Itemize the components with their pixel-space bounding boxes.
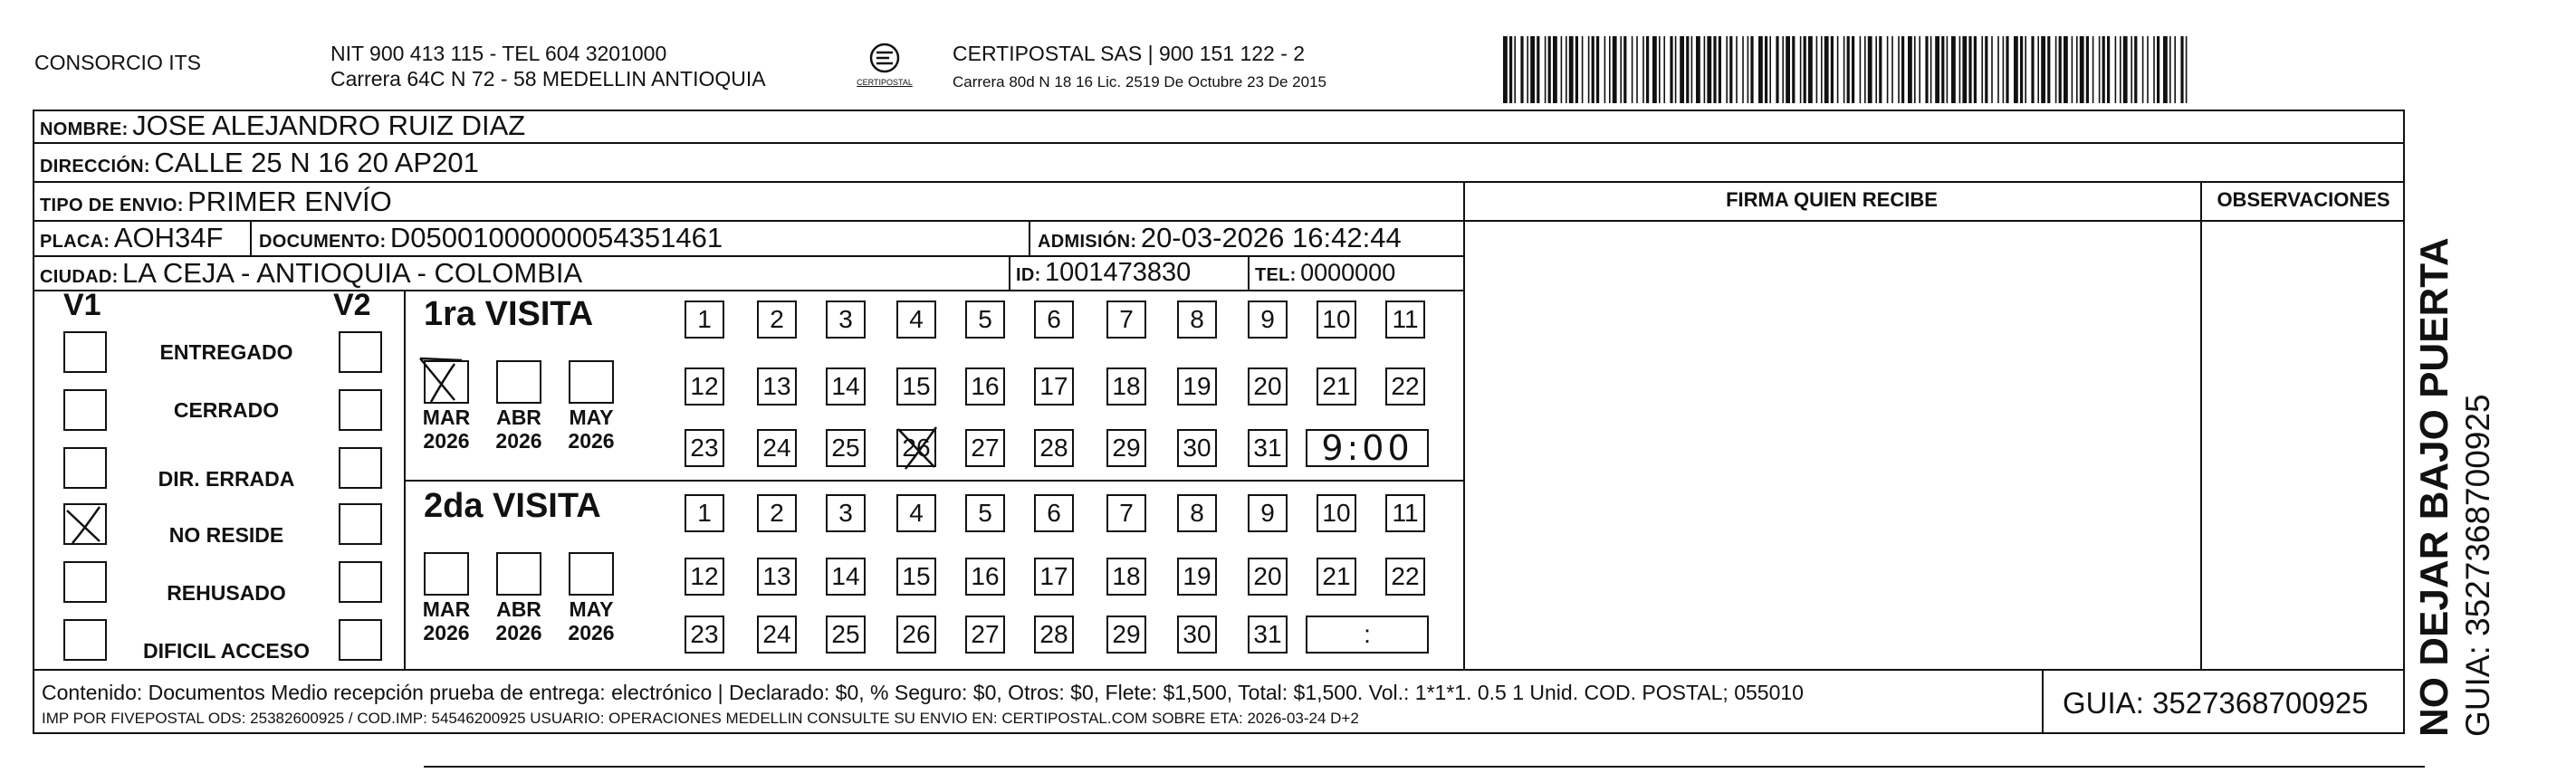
day-number: 9 — [1260, 305, 1275, 333]
day-box[interactable] — [896, 301, 936, 339]
placa-row — [40, 221, 223, 255]
admision-value: 20-03-2026 16:42:44 — [1140, 222, 1402, 253]
day-box[interactable] — [1034, 558, 1074, 596]
day-number: 16 — [971, 372, 1000, 400]
day-number: 3 — [838, 499, 853, 527]
day-number: 10 — [1322, 499, 1351, 527]
day-number: 2 — [770, 499, 784, 527]
day-number: 22 — [1391, 372, 1420, 400]
day-box[interactable] — [965, 494, 1005, 532]
status-label: NO RESIDE — [168, 523, 284, 547]
day-number: 26 — [902, 434, 931, 462]
day-number: 27 — [971, 620, 1000, 648]
day-number: 8 — [1190, 305, 1204, 333]
day-box[interactable] — [826, 429, 866, 467]
day-number: 18 — [1112, 562, 1141, 590]
tipo-label: TIPO DE ENVIO: — [40, 196, 184, 215]
status-label: ENTREGADO — [159, 340, 293, 364]
v2-checkbox[interactable] — [339, 503, 382, 545]
day-box[interactable] — [685, 429, 724, 467]
day-number: 8 — [1190, 499, 1204, 527]
day-box[interactable] — [1106, 558, 1146, 596]
month-label — [562, 597, 620, 644]
v2-checkbox[interactable] — [339, 389, 382, 431]
day-number: 20 — [1253, 562, 1282, 590]
v2-label: V2 — [333, 288, 371, 322]
month-year: 2026 — [568, 621, 615, 644]
day-number: 15 — [902, 562, 931, 590]
nit-line: NIT 900 413 115 - TEL 604 3201000 — [330, 42, 667, 65]
day-number: 30 — [1183, 620, 1211, 648]
day-number: 15 — [902, 372, 931, 400]
day-number: 29 — [1112, 434, 1141, 462]
day-number: 1 — [697, 499, 712, 527]
day-box[interactable] — [1106, 494, 1146, 532]
status-label: DIFICIL ACCESO — [142, 639, 310, 663]
day-number: 5 — [978, 499, 992, 527]
id-cell — [1016, 256, 1191, 290]
month-name: MAR — [422, 597, 471, 621]
day-number: 17 — [1039, 372, 1068, 400]
day-box[interactable] — [685, 616, 724, 654]
firma-header: FIRMA QUIEN RECIBE — [1726, 188, 1938, 211]
day-box[interactable] — [1177, 301, 1217, 339]
day-box[interactable] — [757, 494, 797, 532]
month-name: MAR — [422, 406, 471, 429]
v1-checkbox[interactable] — [63, 561, 107, 603]
month-name: MAY — [569, 597, 614, 621]
v1-checkbox[interactable] — [63, 447, 107, 489]
day-box[interactable] — [826, 301, 866, 339]
day-box[interactable] — [757, 367, 797, 406]
placa-value: AOH34F — [113, 222, 224, 253]
day-number: 18 — [1112, 372, 1141, 400]
day-number: 6 — [1047, 305, 1061, 333]
day-box[interactable] — [965, 301, 1005, 339]
v1-checkbox[interactable] — [63, 331, 107, 373]
time-value: 9:00 — [1321, 428, 1413, 468]
certipostal-logo — [857, 40, 913, 92]
tel-cell — [1255, 256, 1395, 290]
day-box[interactable] — [1248, 558, 1288, 596]
month-checkbox[interactable] — [496, 552, 541, 596]
day-number: 17 — [1039, 562, 1068, 590]
day-box[interactable] — [965, 367, 1005, 406]
direccion-label: DIRECCIÓN: — [40, 157, 150, 177]
day-box[interactable] — [1034, 429, 1074, 467]
day-number: 22 — [1391, 562, 1420, 590]
day-number: 5 — [978, 305, 992, 333]
day-number: 1 — [697, 305, 712, 333]
day-box[interactable] — [896, 494, 936, 532]
day-box[interactable] — [1106, 301, 1146, 339]
day-box[interactable] — [1177, 558, 1217, 596]
month-checkbox[interactable] — [569, 552, 614, 596]
v2-checkbox[interactable] — [339, 619, 382, 661]
day-number: 25 — [831, 620, 860, 648]
v1-checkbox[interactable] — [63, 619, 107, 661]
day-number: 9 — [1260, 499, 1275, 527]
v1-label: V1 — [63, 288, 101, 322]
day-box[interactable] — [1106, 367, 1146, 406]
day-box[interactable] — [1034, 494, 1074, 532]
id-value: 1001473830 — [1045, 258, 1192, 287]
tipo-row — [40, 183, 392, 220]
license-line: Carrera 80d N 18 16 Lic. 2519 De Octubre 23 De 2015 — [953, 73, 1326, 91]
placa-label: PLACA: — [40, 232, 110, 252]
month-checkbox[interactable] — [496, 360, 541, 404]
status-label: DIR. ERRADA — [158, 467, 295, 491]
logo-text: CERTIPOSTAL — [857, 78, 913, 87]
day-number: 20 — [1253, 372, 1282, 400]
day-number: 27 — [971, 434, 1000, 462]
day-box[interactable] — [965, 616, 1005, 654]
tel-label: TEL: — [1255, 265, 1297, 285]
day-box[interactable] — [1106, 429, 1146, 467]
tel-value: 0000000 — [1300, 259, 1396, 286]
day-box[interactable] — [826, 558, 866, 596]
day-number: 31 — [1253, 620, 1282, 648]
day-number: 23 — [690, 434, 719, 462]
day-box[interactable] — [757, 301, 797, 339]
month-label — [490, 406, 548, 453]
day-number: 3 — [838, 305, 853, 333]
day-box[interactable] — [1317, 367, 1356, 406]
ciudad-label: CIUDAD: — [40, 267, 119, 287]
side-text — [2411, 103, 2498, 737]
day-number: 19 — [1183, 562, 1211, 590]
status-label: CERRADO — [173, 398, 280, 422]
v1-checkbox[interactable] — [63, 503, 107, 545]
day-number: 26 — [902, 620, 931, 648]
day-box[interactable] — [1317, 301, 1356, 339]
month-year: 2026 — [495, 621, 542, 644]
day-number: 12 — [690, 562, 719, 590]
month-label — [417, 406, 475, 453]
day-number: 13 — [762, 372, 791, 400]
day-number: 21 — [1322, 562, 1351, 590]
month-name: ABR — [496, 406, 541, 429]
day-box[interactable] — [1034, 616, 1074, 654]
day-box[interactable] — [685, 558, 724, 596]
day-number: 13 — [762, 562, 791, 590]
day-box[interactable] — [1248, 616, 1288, 654]
day-number: 30 — [1183, 434, 1211, 462]
day-box[interactable] — [1385, 367, 1425, 406]
direccion-value: CALLE 25 N 16 20 AP201 — [154, 147, 479, 178]
day-box[interactable] — [757, 558, 797, 596]
admision-label: ADMISIÓN: — [1038, 232, 1137, 252]
day-number: 28 — [1039, 434, 1068, 462]
day-number: 25 — [831, 434, 860, 462]
day-number: 4 — [909, 305, 924, 333]
day-box[interactable] — [1177, 429, 1217, 467]
nombre-value: JOSE ALEJANDRO RUIZ DIAZ — [132, 110, 526, 141]
time-field[interactable] — [1306, 429, 1429, 467]
no-dejar-text: NO DEJAR BAJO PUERTA — [2412, 237, 2456, 737]
day-box[interactable] — [1177, 616, 1217, 654]
day-box[interactable] — [896, 429, 936, 467]
company-name: CONSORCIO ITS — [34, 51, 202, 74]
day-box[interactable] — [1385, 494, 1425, 532]
day-box[interactable] — [1177, 367, 1217, 406]
day-number: 24 — [762, 620, 791, 648]
day-box[interactable] — [1034, 367, 1074, 406]
ciudad-row — [40, 256, 582, 290]
visit-title: 1ra VISITA — [424, 295, 594, 333]
ciudad-value: LA CEJA - ANTIOQUIA - COLOMBIA — [122, 257, 583, 289]
month-label — [490, 597, 548, 644]
day-number: 11 — [1392, 305, 1419, 333]
day-box[interactable] — [1106, 616, 1146, 654]
day-box[interactable] — [826, 494, 866, 532]
side-guia-text: GUIA: 3527368700925 — [2459, 394, 2496, 737]
barcode — [1503, 36, 2191, 103]
observaciones-header: OBSERVACIONES — [2217, 188, 2390, 211]
day-box[interactable] — [1248, 429, 1288, 467]
month-label — [562, 406, 620, 453]
month-name: MAY — [569, 406, 614, 429]
day-box[interactable] — [1248, 301, 1288, 339]
month-year: 2026 — [423, 429, 470, 453]
day-box[interactable] — [1317, 494, 1356, 532]
day-box[interactable] — [757, 616, 797, 654]
v2-checkbox[interactable] — [339, 561, 382, 603]
day-number: 24 — [762, 434, 791, 462]
day-box[interactable] — [1248, 494, 1288, 532]
day-number: 2 — [770, 305, 784, 333]
day-box[interactable] — [896, 616, 936, 654]
day-box[interactable] — [1317, 558, 1356, 596]
day-box[interactable] — [685, 494, 724, 532]
day-number: 14 — [831, 372, 860, 400]
month-year: 2026 — [423, 621, 470, 644]
contenido-text: Contenido: Documentos Medio recepción prueba de entrega: electrónico | Declarado: $0, % Seguro: $0, Otros: $0, Flete: $1,500, Total: $1,500. Vol.: 1*1*1. 0.5 1 Unid. COD. POSTAL; 055010 — [42, 681, 1804, 704]
month-checkbox[interactable] — [424, 360, 469, 404]
month-year: 2026 — [495, 429, 542, 453]
day-box[interactable] — [685, 367, 724, 406]
v1-checkbox[interactable] — [63, 389, 107, 431]
day-box[interactable] — [965, 558, 1005, 596]
imp-text: IMP POR FIVEPOSTAL ODS: 25382600925 / COD.IMP: 54546200925 USUARIO: OPERACIONES MEDELLIN CONSULTE SU ENVIO EN: CERTIPOSTAL.COM SOBRE ETA: 2026-03-24 D+2 — [42, 710, 1359, 727]
day-box[interactable] — [826, 367, 866, 406]
v2-checkbox[interactable] — [339, 447, 382, 489]
visit-title: 2da VISITA — [424, 487, 601, 525]
day-number: 16 — [971, 562, 1000, 590]
nombre-row — [40, 110, 525, 142]
day-box[interactable] — [965, 429, 1005, 467]
day-box[interactable] — [1177, 494, 1217, 532]
day-number: 31 — [1253, 434, 1282, 462]
day-number: 21 — [1322, 372, 1351, 400]
day-box[interactable] — [1248, 367, 1288, 406]
day-number: 6 — [1047, 499, 1061, 527]
day-box[interactable] — [1034, 301, 1074, 339]
day-box[interactable] — [896, 367, 936, 406]
direccion-row — [40, 145, 479, 181]
day-number: 10 — [1322, 305, 1351, 333]
day-number: 7 — [1119, 499, 1134, 527]
day-number: 28 — [1039, 620, 1068, 648]
day-box[interactable] — [1385, 301, 1425, 339]
month-label — [417, 597, 475, 644]
time-field[interactable] — [1306, 616, 1429, 654]
documento-value: D05001000000054351461 — [389, 222, 723, 253]
admision-cell — [1038, 221, 1402, 255]
day-number: 12 — [690, 372, 719, 400]
month-name: ABR — [496, 597, 541, 621]
guia-box: GUIA: 3527368700925 — [2063, 686, 2369, 720]
day-number: 29 — [1112, 620, 1141, 648]
documento-label: DOCUMENTO: — [259, 232, 387, 252]
day-box[interactable] — [685, 301, 724, 339]
day-number: 14 — [831, 562, 860, 590]
documento-cell — [259, 221, 723, 255]
day-box[interactable] — [896, 558, 936, 596]
check-mark-icon — [63, 503, 107, 545]
month-checkbox[interactable] — [569, 360, 614, 404]
status-label: REHUSADO — [167, 581, 286, 605]
day-number: 19 — [1183, 372, 1211, 400]
nombre-label: NOMBRE: — [40, 119, 129, 139]
day-number: 4 — [909, 499, 924, 527]
day-box[interactable] — [757, 429, 797, 467]
day-box[interactable] — [826, 616, 866, 654]
day-number: 23 — [690, 620, 719, 648]
tipo-value: PRIMER ENVÍO — [187, 186, 392, 217]
day-box[interactable] — [1385, 558, 1425, 596]
v2-checkbox[interactable] — [339, 331, 382, 373]
day-number: 11 — [1392, 499, 1419, 527]
certipostal-line: CERTIPOSTAL SAS | 900 151 122 - 2 — [953, 42, 1306, 65]
day-number: 7 — [1119, 305, 1134, 333]
month-checkbox[interactable] — [424, 552, 469, 596]
month-year: 2026 — [568, 429, 615, 453]
time-value: : — [1364, 620, 1371, 648]
id-label: ID: — [1016, 265, 1041, 285]
address-line: Carrera 64C N 72 - 58 MEDELLIN ANTIOQUIA — [330, 67, 766, 91]
